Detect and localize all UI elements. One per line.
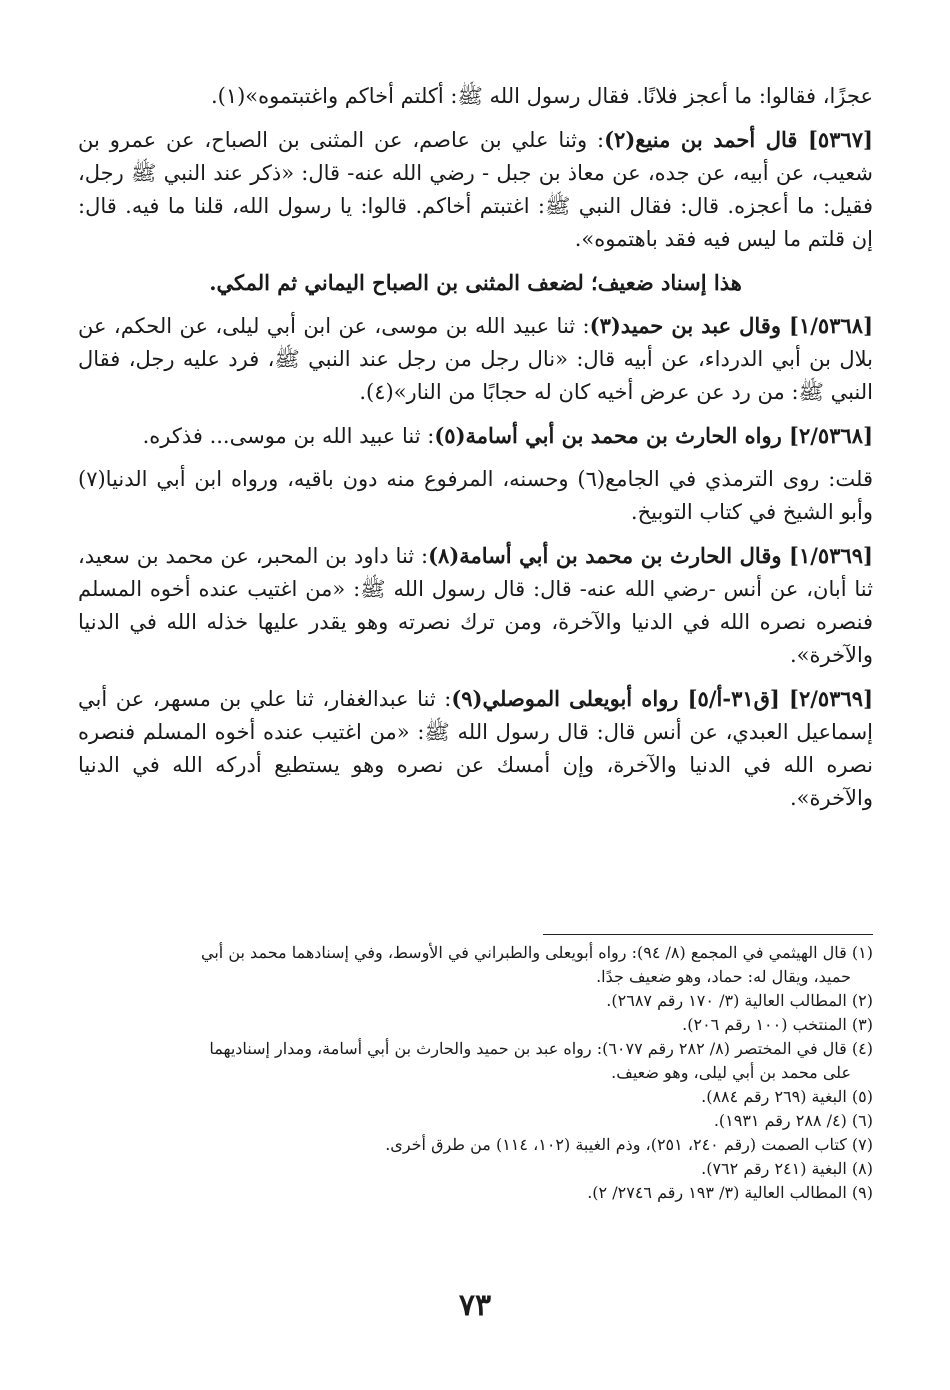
page-number: ٧٣ [458, 1288, 492, 1323]
hadith-ref-5367: [٥٣٦٧] قال أحمد بن منيع(٢) [604, 127, 873, 152]
paragraph-7-text: : ثنا عبدالغفار، ثنا علي بن مسهر، عن أبي إسماعيل العبدي، عن أنس قال: قال رسول الله ﷺ: «من اغتيب عنده أخوه المسلم فنصره نصره الله في الدنيا والآخرة، وإن أمسك عن نصره وهو يستطيع أدركه الله في الدنيا والآخرة». [78, 687, 873, 810]
paragraph-0 [78, 80, 873, 113]
paragraph-1-text: : وثنا علي بن عاصم، عن المثنى بن الصباح، عن عمرو بن شعيب، عن أبيه، عن جده، عن معاذ بن جبل - رضي الله عنه- قال: «ذكر عند النبي ﷺ رجل، فقيل: ما أعجزه. قال: فقال النبي ﷺ: اغتبتم أخاكم. قالوا: يا رسول الله، قلنا ما فيه. قال: إن قلتم ما ليس فيه فقد باهتموه». [78, 128, 873, 251]
paragraph-4-text: : ثنا عبيد الله بن موسى... فذكره. [142, 424, 435, 448]
isnad-grading-note: هذا إسناد ضعيف؛ لضعف المثنى بن الصباح اليماني ثم المكي. [209, 270, 742, 295]
paragraph-4 [78, 419, 873, 453]
paragraph-6-text: : ثنا داود بن المحبر، عن محمد بن سعيد، ثنا أبان، عن أنس -رضي الله عنه- قال: قال رسول الله ﷺ: «من اغتيب عنده أخوه المسلم فنصره نصره الله في الدنيا والآخرة، ومن ترك نصرته وهو يقدر عليها خذله الله في الدنيا والآخرة». [78, 544, 873, 667]
footnote-4: (٤) قال في المختصر (٨/ ٢٨٢ رقم ٦٠٧٧): رواه عبد بن حميد والحارث بن أبي أسامة، ومدار إسناديهما [209, 1039, 873, 1058]
paragraph-3-text: : ثنا عبيد الله بن موسى، عن ابن أبي ليلى، عن الحكم، عن بلال بن أبي الدرداء، عن أبيه قال: «نال رجل من رجل عند النبي ﷺ، فرد عليه رجل، فقال النبي ﷺ: من رد عن عرض أخيه كان له حجابًا من النار»(٤). [78, 314, 873, 404]
hadith-ref-5369-1: [١/٥٣٦٩] وقال الحارث بن محمد بن أبي أسامة(٨) [428, 543, 873, 568]
paragraph-6 [78, 539, 873, 672]
paragraph-3 [78, 309, 873, 409]
book-page [78, 80, 873, 1205]
main-text [78, 80, 873, 928]
footnote-9: (٩) المطالب العالية (٣/ ١٩٣ رقم ٢٧٤٦/ ٢). [587, 1183, 873, 1202]
footnote-1: (١) قال الهيثمي في المجمع (٨/ ٩٤): رواه أبويعلى والطبراني في الأوسط، وفي إسنادهما محمد بن أبي [201, 943, 873, 962]
footnote-2: (٢) المطالب العالية (٣/ ١٧٠ رقم ٢٦٨٧). [606, 991, 873, 1010]
footnote-divider [543, 934, 873, 935]
paragraph-1 [78, 123, 873, 256]
footnote-1-continuation: حميد، ويقال له: حماد، وهو ضعيف جدًا. [596, 967, 851, 986]
footnote-5: (٥) البغية (٢٦٩ رقم ٨٨٤). [701, 1087, 873, 1106]
footnotes [78, 941, 873, 1205]
paragraph-5 [78, 463, 873, 529]
footnote-4-continuation: على محمد بن أبي ليلى، وهو ضعيف. [611, 1063, 851, 1082]
footnote-6: (٦) (٤/ ٢٨٨ رقم ١٩٣١). [713, 1111, 873, 1130]
paragraph-7 [78, 682, 873, 815]
footnote-7: (٧) كتاب الصمت (رقم ٢٤٠، ٢٥١)، وذم الغيبة (١٠٢، ١١٤) من طرق أخرى. [385, 1135, 873, 1154]
footnote-8: (٨) البغية (٢٤١ رقم ٧٦٢). [701, 1159, 873, 1178]
paragraph-5-text: قلت: روى الترمذي في الجامع(٦) وحسنه، المرفوع منه دون باقيه، ورواه ابن أبي الدنيا(٧) وأبو الشيخ في كتاب التوبيخ. [78, 467, 873, 524]
paragraph-0-text: عجزًا، فقالوا: ما أعجز فلانًا. فقال رسول الله ﷺ: أكلتم أخاكم واغتبتموه»(١). [210, 84, 873, 108]
hadith-ref-5368-1: [١/٥٣٦٨] وقال عبد بن حميد(٣) [589, 313, 873, 338]
hadith-ref-5369-2: [٢/٥٣٦٩] [ق٣١-أ/٥] رواه أبويعلى الموصلي(٩) [451, 686, 873, 711]
footnote-3: (٣) المنتخب (١٠٠ رقم ٢٠٦). [682, 1015, 873, 1034]
hadith-ref-5368-2: [٢/٥٣٦٨] رواه الحارث بن محمد بن أبي أسامة(٥) [434, 423, 873, 448]
